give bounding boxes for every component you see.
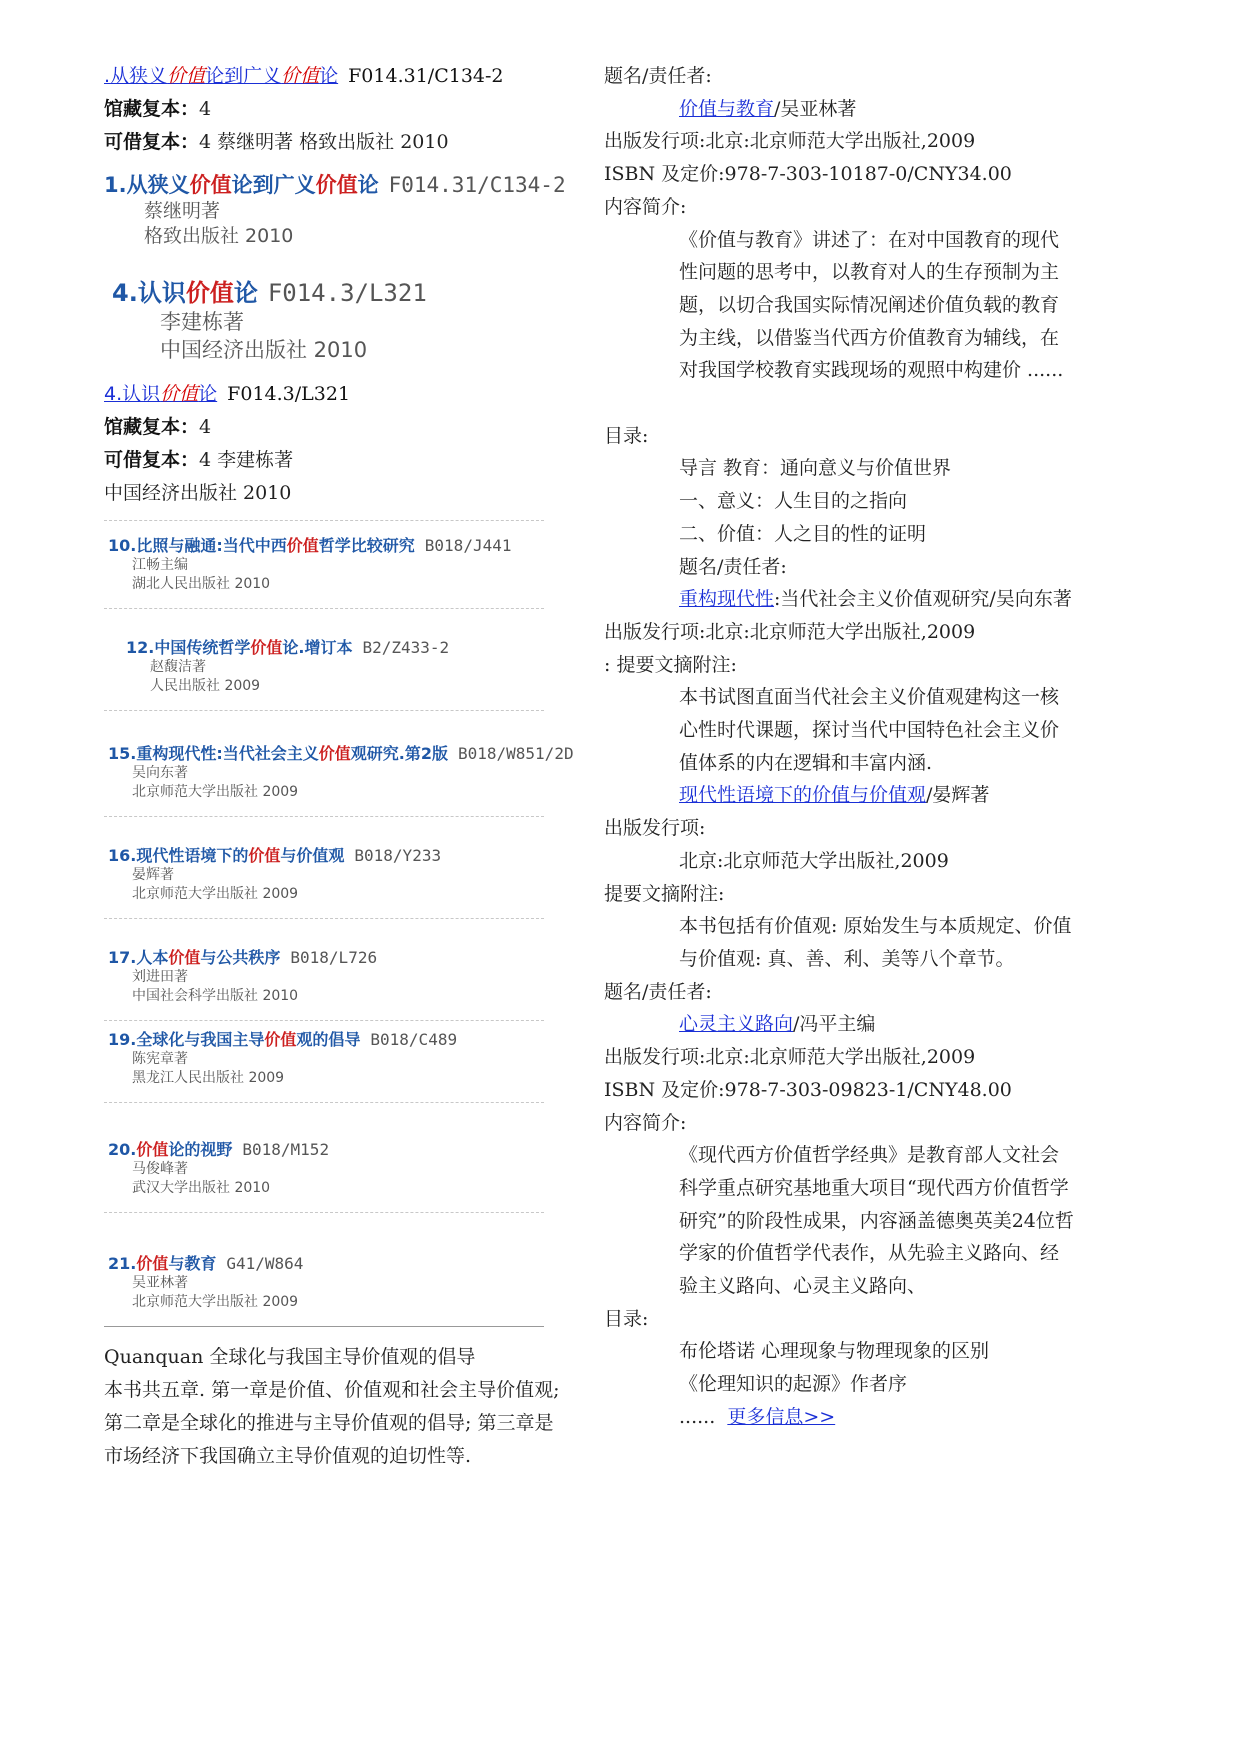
title-author-line	[604, 1008, 1074, 1041]
card-publisher: 黑龙江人民出版社 2009	[132, 1070, 285, 1086]
detail-line: 目录:	[604, 424, 649, 447]
card-author: 马俊峰著	[132, 1161, 188, 1177]
available-row: 可借复本：4 李建栋著	[104, 449, 294, 471]
card-title: 21.价值与教育 G41/W864	[108, 1254, 304, 1273]
card-title: 1.从狭义价值论到广义价值论 F014.31/C134-2	[104, 173, 566, 197]
indented-line: 导言 教育：通向意义与价值世界	[679, 457, 952, 480]
catalog-card	[104, 945, 564, 1006]
catalog-card-list	[104, 520, 574, 1327]
card-author: 晏辉著	[132, 867, 174, 883]
card-title: 12.中国传统哲学价值论.增订本 B2/Z433-2	[126, 638, 450, 657]
indented-line: 北京:北京师范大学出版社,2009	[679, 849, 949, 872]
card-title: 4.认识价值论 F014.3/L321	[112, 279, 427, 307]
card-separator	[104, 918, 544, 919]
card-list-end-rule	[104, 1326, 544, 1327]
summary-paragraph: 本书包括有价值观: 原始发生与本质规定、价值与价值观: 真、善、利、美等八个章节。	[679, 915, 1072, 970]
catalog-card-4	[104, 273, 564, 364]
card-author: 李建栋著	[160, 310, 244, 334]
catalog-card	[104, 843, 564, 904]
card-title: 16.现代性语境下的价值与价值观 B018/Y233	[108, 846, 442, 865]
ellipsis: ......	[679, 1405, 716, 1428]
indented-line: 题名/责任者:	[679, 555, 787, 578]
card-author: 陈宪章著	[132, 1051, 188, 1067]
card-author: 吴向东著	[132, 765, 188, 781]
catalog-card	[104, 1137, 564, 1198]
entry-title-1[interactable]	[104, 60, 564, 93]
entry-1-link[interactable]: .从狭义价值论到广义价值论	[104, 65, 339, 87]
catalog-card	[104, 635, 564, 696]
catalog-card	[104, 1027, 564, 1088]
quanquan-body: 本书共五章. 第一章是价值、价值观和社会主导价值观; 第二章是全球化的推进与主导价值观的倡导; 第三章是市场经济下我国确立主导价值观的迫切性等.	[104, 1379, 560, 1467]
quanquan-title: Quanquan 全球化与我国主导价值观的倡导	[104, 1346, 476, 1368]
publisher-row: 中国经济出版社 2010	[104, 482, 292, 504]
card-title: 19.全球化与我国主导价值观的倡导 B018/C489	[108, 1030, 458, 1049]
detail-line: 内容简介:	[604, 1111, 687, 1134]
book-details	[604, 60, 1074, 1434]
right-column	[604, 60, 1074, 1434]
card-separator	[104, 1020, 544, 1021]
card-publisher: 中国社会科学出版社 2010	[132, 988, 299, 1004]
card-separator	[104, 816, 544, 817]
card-publisher: 武汉大学出版社 2010	[132, 1180, 271, 1196]
available-row: 可借复本：4 蔡继明著 格致出版社 2010	[104, 131, 449, 153]
catalog-card	[104, 741, 574, 802]
card-title: 10.比照与融通:当代中西价值哲学比较研究 B018/J441	[108, 536, 512, 555]
card-separator	[104, 710, 544, 711]
entry-4-link[interactable]: 4.认识价值论	[104, 383, 218, 405]
catalog-card	[104, 1251, 564, 1312]
summary-paragraph: 《价值与教育》讲述了：在对中国教育的现代性问题的思考中，以教育对人的生存预制为主题，以切合我国实际情况阐述价值负载的教育为主线，以借鉴当代西方价值教育为辅线，在对我国学校教育实践现场的观照中构建价 ......	[679, 228, 1064, 382]
indented-line: 一、意义：人生目的之指向	[679, 490, 908, 513]
author-text: /晏辉著	[926, 784, 990, 807]
blank-line	[604, 387, 1074, 420]
summary-paragraph: 本书试图直面当代社会主义价值观建构这一核心性时代课题，探讨当代中国特色社会主义价值体系的内在逻辑和丰富内涵.	[679, 686, 1060, 774]
author-text: :当代社会主义价值观研究/吴向东著	[774, 588, 1072, 611]
author-text: /冯平主编	[793, 1013, 876, 1036]
title-author-line	[604, 583, 1074, 616]
book-title-link[interactable]: 价值与教育	[679, 97, 775, 120]
card-author: 江畅主编	[132, 557, 188, 573]
card-title: 20.价值论的视野 B018/M152	[108, 1140, 330, 1159]
title-author-line	[604, 779, 1074, 812]
call-number: F014.3/L321	[227, 383, 351, 405]
detail-line: 题名/责任者:	[604, 65, 712, 87]
indented-line: 《伦理知识的起源》作者序	[679, 1373, 908, 1396]
detail-line: 出版发行项:北京:北京师范大学出版社,2009	[604, 1046, 976, 1069]
card-separator	[104, 608, 544, 609]
summary-paragraph: 《现代西方价值哲学经典》是教育部人文社会科学重点研究基地重大项目“现代西方价值哲学研究”的阶段性成果，内容涵盖德奥英美24位哲学家的价值哲学代表作，从先验主义路向、经验主义路向、心灵主义路向、	[679, 1144, 1074, 1298]
card-publisher: 北京师范大学出版社 2009	[132, 886, 299, 902]
detail-line: ISBN 及定价:978-7-303-09823-1/CNY48.00	[604, 1078, 1012, 1101]
detail-line: ISBN 及定价:978-7-303-10187-0/CNY34.00	[604, 163, 1012, 186]
card-author: 吴亚林著	[132, 1275, 188, 1291]
card-separator	[104, 520, 544, 521]
card-publisher: 北京师范大学出版社 2009	[132, 784, 299, 800]
detail-line: 出版发行项:北京:北京师范大学出版社,2009	[604, 620, 976, 643]
holdings-row: 馆藏复本：4	[104, 416, 212, 438]
detail-line: 出版发行项:北京:北京师范大学出版社,2009	[604, 130, 976, 153]
card-separator	[104, 1212, 544, 1213]
more-line	[604, 1401, 1074, 1434]
indented-line: 二、价值：人之目的性的证明	[679, 522, 927, 545]
title-author-line	[604, 93, 1074, 126]
detail-line: 题名/责任者:	[604, 980, 712, 1003]
book-title-link[interactable]: 现代性语境下的价值与价值观	[679, 784, 927, 807]
card-separator	[104, 1102, 544, 1103]
detail-line: 内容简介:	[604, 195, 687, 218]
card-publisher: 湖北人民出版社 2010	[132, 576, 271, 592]
entry-title-4[interactable]	[104, 378, 564, 411]
author-text: /吴亚林著	[774, 97, 857, 120]
card-title: 15.重构现代性:当代社会主义价值观研究.第2版 B018/W851/2D	[108, 744, 574, 763]
book-title-link[interactable]: 心灵主义路向	[679, 1013, 794, 1036]
detail-line: : 提要文摘附注:	[604, 653, 737, 676]
card-title: 17.人本价值与公共秩序 B018/L726	[108, 948, 378, 967]
catalog-card	[104, 533, 564, 594]
indented-line: 布伦塔诺 心理现象与物理现象的区别	[679, 1340, 990, 1363]
card-author: 赵馥洁著	[150, 659, 206, 675]
card-author: 蔡继明著	[144, 200, 221, 222]
book-title-link[interactable]: 重构现代性	[679, 588, 775, 611]
holdings-row: 馆藏复本：4	[104, 98, 212, 120]
detail-line: 目录:	[604, 1307, 649, 1330]
more-info-link[interactable]: 更多信息>>	[727, 1405, 836, 1428]
card-publisher: 格致出版社 2010	[144, 225, 294, 247]
card-publisher: 人民出版社 2009	[150, 678, 261, 694]
card-publisher: 中国经济出版社 2010	[160, 338, 368, 362]
catalog-card-1	[104, 169, 564, 249]
detail-line: 提要文摘附注:	[604, 882, 725, 905]
call-number: F014.31/C134-2	[348, 65, 504, 87]
card-author: 刘进田著	[132, 969, 188, 985]
detail-line: 出版发行项:	[604, 817, 706, 840]
left-column	[104, 60, 574, 1473]
card-publisher: 北京师范大学出版社 2009	[132, 1294, 299, 1310]
